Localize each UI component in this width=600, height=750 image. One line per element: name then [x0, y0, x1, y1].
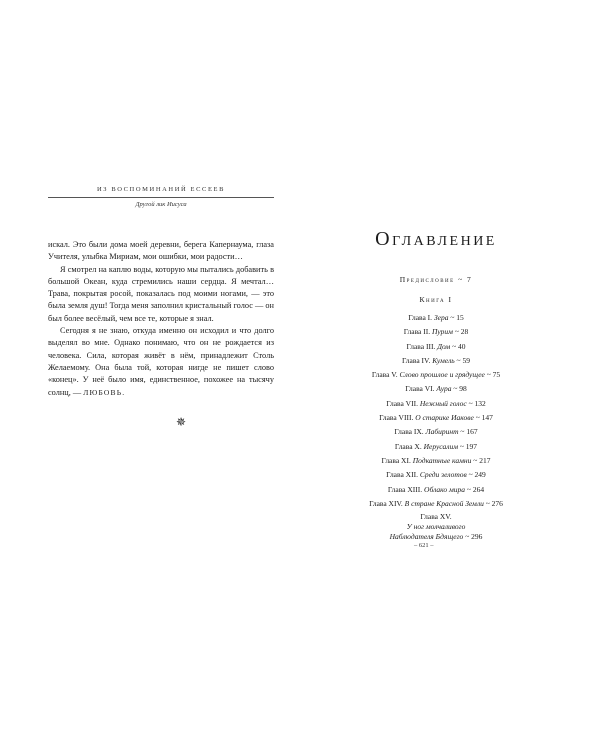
- toc-entry: Глава I. Зера ~ 15: [408, 313, 464, 322]
- toc-entry: Глава V. Слово прошлое и грядущее ~ 75: [371, 370, 501, 380]
- toc-last-title-1: У ног молчаливого: [406, 522, 466, 532]
- toc-last-title-2: Наблюдателя Бдящего ~ 296: [389, 532, 483, 542]
- toc-entry: Глава X. Иерусалим ~ 197: [394, 441, 478, 451]
- paragraph-1: искал. Это были дома моей деревни, берега Капернаума, глаза Учителя, улыбка Мириам, мои ошибки, мои радости…: [48, 240, 274, 262]
- toc-entry: Глава III. Дом ~ 40: [406, 341, 466, 351]
- toc-entry: Глава II. Пурим ~ 28: [403, 327, 469, 337]
- toc-title: Оглавление: [375, 228, 497, 250]
- running-subtitle: Другой лик Иисуса: [135, 201, 187, 208]
- toc-entry: Глава VII. Нежный голос ~ 132: [386, 398, 486, 408]
- toc-entry-last: [322, 512, 550, 542]
- toc-entry: Глава XII. Среди зелотов ~ 249: [386, 470, 486, 480]
- toc-entry: Глава XIII. Облако мира ~ 264: [387, 484, 485, 494]
- page-number: – 621 –: [414, 542, 434, 549]
- star-ornament-icon: ✵: [176, 415, 187, 429]
- body-text: [48, 239, 274, 399]
- paragraph-3-text: Сегодня я не знаю, откуда именно он исходил и что долго выделял во мне. Однако понимаю, что он не рождается из человека. Сила, которая живёт в нём, принадлежит Столь Желаемому. Она была той, которая нигде не пишет слово «конец». У неё было имя, единственное, похожее на тысячу солнц, —: [48, 326, 274, 397]
- paragraph-3: [48, 325, 274, 399]
- toc-entry: Глава IX. Лабиринт ~ 167: [394, 427, 478, 437]
- toc-list: [322, 311, 550, 511]
- running-head-rule: [48, 197, 274, 198]
- toc-entry: Глава IV. Кумель ~ 59: [402, 355, 470, 365]
- toc-preface: Предисловие ~ 7: [399, 275, 473, 284]
- toc-last-label: Глава XV.: [420, 512, 452, 522]
- left-page: [48, 186, 274, 399]
- toc-entry: Глава VIII. О старике Иакове ~ 147: [379, 413, 493, 423]
- final-word: ЛЮБОВЬ.: [83, 387, 126, 397]
- toc-entry: Глава XI. Подкатные камни ~ 217: [381, 455, 491, 465]
- running-head: ИЗ ВОСПОМИНАНИЙ ЕССЕЕВ: [96, 186, 226, 193]
- right-page: [322, 228, 550, 542]
- toc-entry: Глава VI. Аура ~ 98: [405, 384, 467, 394]
- paragraph-2: Я смотрел на каплю воды, которую мы пытались добавить в большой Океан, куда стремились наши сердца. Я мечтал… Трава, покрытая росой, показалась под моими ногами, — это была земля душ! Тогда меня заполнил кристальный голос — он был более весёлый, чем все те, которые я знал.: [48, 264, 274, 323]
- toc-entry: Глава XIV. В стране Красной Земли ~ 276: [369, 498, 503, 508]
- toc-book-heading: Книга I: [419, 295, 453, 304]
